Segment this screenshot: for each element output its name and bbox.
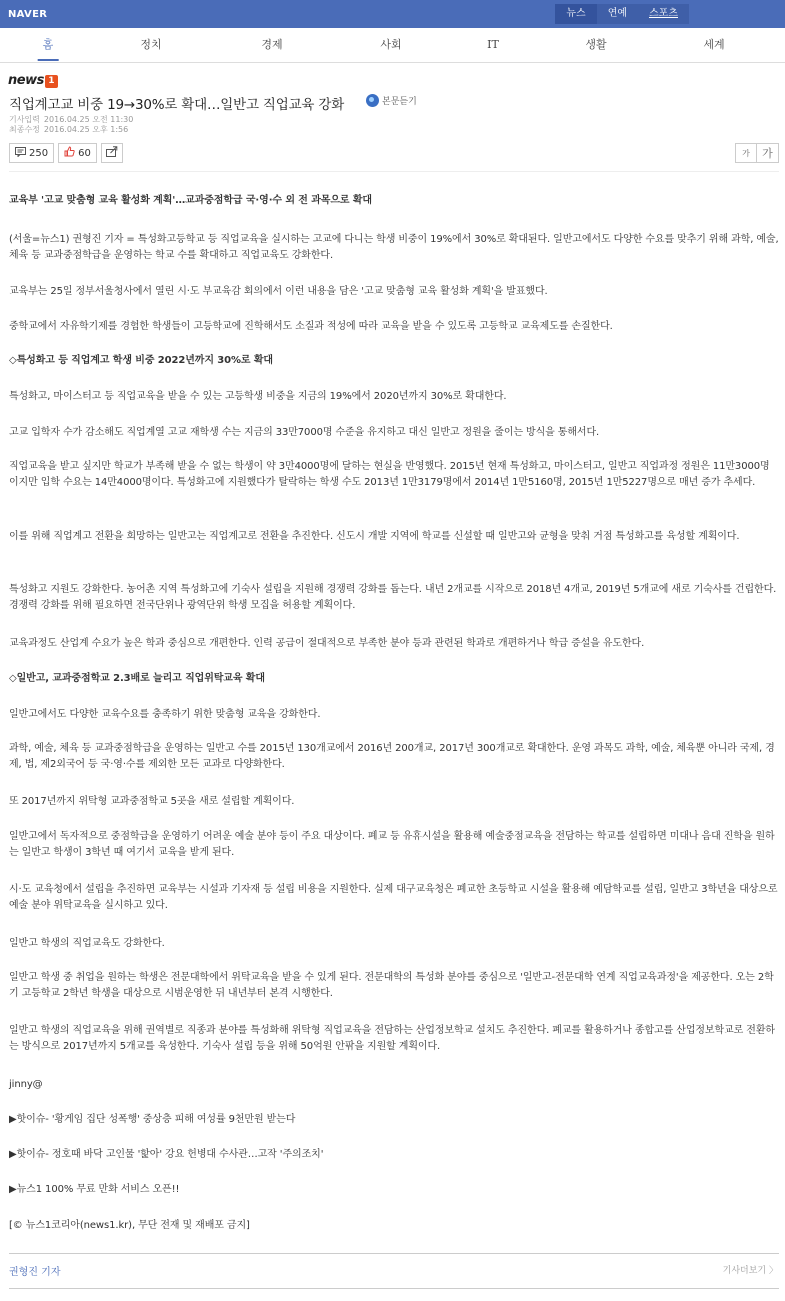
paragraph: 일반고에서도 다양한 교육수요를 충족하기 위한 맞춤형 교육을 강화한다.	[9, 709, 321, 720]
nav-life[interactable]: 생활	[585, 38, 607, 51]
article-actions	[9, 143, 127, 163]
tab-sports[interactable]	[638, 4, 689, 24]
nav-economy[interactable]: 경제	[261, 38, 283, 51]
more-articles-link[interactable]: 기사더보기 〉	[722, 1266, 778, 1276]
nav-world[interactable]: 세계	[703, 38, 725, 51]
edit-date-row	[9, 125, 133, 135]
naver-logo[interactable]: NAVER	[8, 8, 48, 20]
paragraph: 특성화고, 마이스터고 등 직업교육을 받을 수 있는 고등학생 비중을 지금의 19%에서 2020년까지 30%로 확대한다.	[9, 391, 507, 402]
paragraph: 특성화고 지원도 강화한다. 농어촌 지역 특성화고에 기숙사 설립을 지원해 경쟁력 강화를 돕는다. 내년 2개교를 시작으로 2018년 4개교, 2019년 5개교에 새로 기숙사를 건립한다. 경쟁력 강화를 위해 필요하면 전국단위나 광역단위 학생 모집을 허용할 계획이다.	[9, 584, 777, 611]
divider	[9, 1253, 779, 1254]
reporter-email: jinny@	[9, 1079, 43, 1090]
service-tabs	[555, 4, 689, 24]
tab-entertainment[interactable]: 연예	[597, 4, 638, 24]
paragraph: 과학, 예술, 체육 등 교과중점학급을 운영하는 일반고 수를 2015년 130개교에서 2016년 200개교, 2017년 300개교로 확대한다. 운영 과목도 과학, 예술, 체육뿐 아니라 국제, 경제, 법, 제2외국어 등 국·영·수를 제외한 모든 교과로 다양화한다.	[9, 743, 775, 770]
category-nav	[0, 28, 785, 63]
thumbs-up-icon	[64, 146, 75, 160]
paragraph: 시·도 교육청에서 설립을 추진하면 교육부는 시설과 기자재 등 설립 비용을 지원한다. 실제 대구교육청은 폐교한 초등학교 시설을 활용해 예담학교를 설립, 일반고 3학년을 대상으로 예술 분야 위탁교육을 실시하고 있다.	[9, 884, 778, 911]
paragraph: 일반고 학생 중 취업을 원하는 학생은 전문대학에서 위탁교육을 받을 수 있게 된다. 전문대학의 특성화 분야를 중심으로 '일반고-전문대학 연계 직업교육과정'을 제공한다. 오는 2학기 고등학교 2학년 학생을 대상으로 시범운영한 뒤 내년부터 본격 시행한다.	[9, 972, 774, 999]
tab-sports-label: 스포츠	[649, 8, 678, 19]
comment-icon	[15, 147, 26, 160]
article-dates	[9, 115, 133, 135]
nav-it[interactable]: IT	[487, 38, 499, 51]
font-smaller-button[interactable]: 가	[735, 143, 757, 163]
paragraph: 일반고 학생의 직업교육을 위해 권역별로 직종과 분야를 특성화해 위탁형 직업교육을 전담하는 산업정보학교 설치도 추진한다. 폐교를 활용하거나 종합고를 산업정보학교로 전환하는 방식으로 2017년까지 5개교를 육성한다. 기숙사 설립 등을 위해 50억원 안팎을 지원할 계획이다.	[9, 1025, 775, 1052]
subheadline: 교육부 '고교 맞춤형 교육 활성화 계획'…교과중점학급 국·영·수 외 전 과목으로 확대	[9, 195, 372, 206]
copyright: [© 뉴스1코리아(news1.kr), 무단 전재 및 재배포 금지]	[9, 1220, 250, 1231]
share-button[interactable]	[101, 143, 123, 163]
paragraph: 교육과정도 산업계 수요가 높은 학과 중심으로 개편한다. 인력 공급이 절대적으로 부족한 분야 등과 관련된 학과로 개편하거나 학급 증설을 유도한다.	[9, 638, 645, 649]
section-heading: ◇일반고, 교과중점학교 2.3배로 늘리고 직업위탁교육 확대	[9, 673, 265, 684]
top-bar	[0, 0, 785, 28]
nav-society[interactable]: 사회	[380, 38, 402, 51]
comment-button[interactable]	[9, 143, 54, 163]
paragraph: 교육부는 25일 정부서울청사에서 열린 시·도 부교육감 회의에서 이런 내용을 담은 '고교 맞춤형 교육 활성화 계획'을 발표했다.	[9, 286, 548, 297]
press-logo-name: news	[8, 73, 44, 88]
paragraph: 일반고 학생의 직업교육도 강화한다.	[9, 938, 165, 949]
related-link[interactable]: ▶뉴스1 100% 무료 만화 서비스 오픈!!	[9, 1184, 180, 1195]
listen-label: 본문듣기	[382, 97, 417, 107]
paragraph: (서울=뉴스1) 권형진 기자 = 특성화고등학교 등 직업교육을 실시하는 고교에 다니는 학생 비중이 19%에서 30%로 확대된다. 일반고에서도 다양한 수요를 맞추기 위해 과학, 예술, 체육 등 교과중점학급을 운영하는 학교 수를 확대하고 직업교육도 강화한다.	[9, 234, 779, 261]
nav-home[interactable]: 홈	[43, 28, 54, 62]
nav-politics[interactable]: 정치	[140, 38, 162, 51]
divider	[9, 171, 779, 172]
edit-date-label: 최종수정	[9, 125, 40, 134]
tab-news[interactable]: 뉴스	[555, 4, 596, 24]
related-link[interactable]: ▶핫이슈- '황게임 집단 성폭행' 중상층 피해 여성률 9천만원 받는다	[9, 1114, 296, 1125]
share-icon	[106, 146, 118, 160]
font-size-controls	[735, 143, 779, 163]
edit-date: 2016.04.25 오후 1:56	[43, 125, 129, 134]
input-date-label: 기사입력	[9, 115, 40, 124]
paragraph: 직업교육을 받고 싶지만 학교가 부족해 받을 수 없는 학생이 약 3만4000명에 달하는 현실을 반영했다. 2015년 현재 특성화고, 마이스터고, 일반고 직업과정 정원은 11만3000명이지만 입학 수요는 14만4000명이다. 특성화고에 지원했다가 탈락하는 학생 수도 2013년 1만3179명에서 2014년 1만5160명, 2015년 1만5227명으로 매년 증가 추세다.	[9, 461, 770, 488]
input-date: 2016.04.25 오전 11:30	[43, 115, 134, 124]
paragraph: 중학교에서 자유학기제를 경험한 학생들이 고등학교에 진학해서도 소질과 적성에 따라 교육을 받을 수 있도록 고등학교 교육제도를 손질한다.	[9, 321, 613, 332]
input-date-row	[9, 115, 133, 125]
audio-globe-icon	[366, 94, 379, 107]
paragraph: 일반고에서 독자적으로 중점학급을 운영하기 어려운 예술 분야 등이 주요 대상이다. 폐교 등 유휴시설을 활용해 예술중점교육을 전담하는 학교를 설립하면 미대나 음대 진학을 원하는 일반고 학생이 3학년 때 여기서 교육을 받게 된다.	[9, 831, 775, 858]
listen-button[interactable]	[366, 94, 417, 107]
related-link[interactable]: ▶핫이슈- 정호때 바닥 고인물 '핥아' 강요 헌병대 수사관…고작 '주의조치'	[9, 1149, 324, 1160]
reporter-link[interactable]: 권형진 기자	[9, 1267, 61, 1278]
like-button[interactable]	[58, 143, 97, 163]
paragraph: 또 2017년까지 위탁형 교과중점학교 5곳을 새로 설립할 계획이다.	[9, 796, 295, 807]
section-heading: ◇특성화고 등 직업계고 학생 비중 2022년까지 30%로 확대	[9, 355, 273, 366]
article-title: 직업계고교 비중 19→30%로 확대…일반고 직업교육 강화	[9, 97, 345, 113]
press-logo-mark: 1	[45, 75, 58, 88]
paragraph: 이를 위해 직업계고 전환을 희망하는 일반고는 직업계고로 전환을 추진한다. 신도시 개발 지역에 학교를 신설할 때 일반고와 균형을 맞춰 거점 특성화고를 육성할 계획이다.	[9, 531, 740, 542]
font-larger-button[interactable]: 가	[757, 143, 779, 163]
divider	[9, 1288, 779, 1289]
like-count: 60	[78, 147, 91, 159]
paragraph: 고교 입학자 수가 감소해도 직업계열 고교 재학생 수는 지금의 33만7000명 수준을 유지하고 대신 일반고 정원을 줄이는 방식을 통해서다.	[9, 427, 600, 438]
press-logo[interactable]	[8, 69, 60, 88]
comment-count: 250	[29, 147, 49, 159]
